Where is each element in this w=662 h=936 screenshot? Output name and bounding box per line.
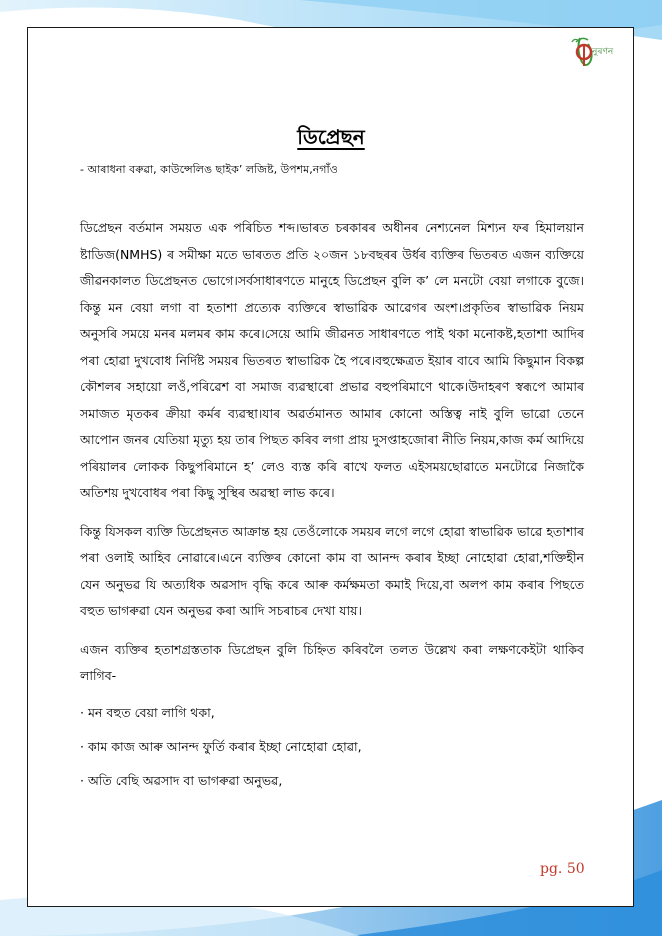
list-item: · অতি বেছি অৱসাদ বা ভাগৰুৱা অনুভৱ,: [80, 772, 283, 788]
paragraph: ডিপ্ৰেছন বৰ্তমান সময়ত এক পৰিচিত শব্দ।ভাৰত চৰকাৰৰ অধীনৰ নেশ্যনেল মিশ্যন ফৰ হিমালয়ান ষ্টাডিজ(NMHS) ৰ সমীক্ষা মতে ভাৰতত প্ৰতি ২০জন ১৮বছৰৰ উৰ্ধৰ ব্যক্তিৰ ভিতৰত এজন ব্যক্তিয়ে জীৱনকালত ডিপ্ৰেছনত ভোগে।সৰ্বসাধাৰণতে মানুহে ডিপ্ৰেছন বুলি ক’ লে মনটো বেয়া লগাকে বুজে।কিন্তু মন বেয়া লগা বা হতাশা প্ৰত্যেক ব্যক্তিৰে স্বাভাৱিক আৱেগৰ অংশ।প্ৰকৃতিৰ স্বাভাৱিক নিয়ম অনুসৰি সময়ে মনৰ মলমৰ কাম কৰে।সেয়ে আমি জীৱনত সাধাৰণতে পাই থকা মনোকষ্ট,হতাশা আদিৰ পৰা হোৱা দুখবোধ নিৰ্দিষ্ট সময়ৰ ভিতৰত স্বাভাৱিক হৈ পৰে।বহুক্ষেত্ৰত ইয়াৰ বাবে আমি কিছুমান বিকল্প কৌশলৰ সহায়ো লওঁ,পৰিৱেশ বা সমাজ ব্যৱস্থাৰো প্ৰভাৱ বহুপৰিমাণে থাকে।উদাহৰণ স্বৰূপে আমাৰ সমাজত মৃতকৰ ক্ৰীয়া কৰ্মৰ ব্যৱস্থা।যাৰ অৱৰ্তমানত আমাৰ কোনো অস্তিত্ব নাই বুলি ভাৱো তেনে আপোন জনৰ যেতিয়া মৃত্যু হয় তাৰ পিছত কৰিব লগা প্ৰায় দুসপ্তাহজোৰা নীতি নিয়ম,কাজ কৰ্ম আদিয়ে পৰিয়ালৰ লোকক কিছুপৰিমানে হ’ লেও ব্যস্ত কৰি ৰাখে ফলত এইসময়ছোৱাতে মনটোৱে নিজাকৈ অতিশয় দুখবোধৰ পৰা কিছু সুস্থিৰ অৱস্থা লাভ কৰে।: [80, 220, 584, 500]
page-number: pg. 50: [540, 861, 585, 877]
list-item: · কাম কাজ আৰু আনন্দ ফুৰ্তি কৰাৰ ইচ্ছা নোহোৱা হোৱা,: [80, 738, 362, 754]
article-title: ডিপ্ৰেছন: [297, 125, 365, 149]
symptom-list: [80, 700, 584, 794]
list-item: · মন বহুত বেয়া লাগি থকা,: [80, 704, 215, 720]
logo-text: নুৰণন: [592, 47, 614, 57]
article-body: [80, 215, 584, 794]
paragraph: এজন ব্যক্তিৰ হতাশগ্ৰস্ততাক ডিপ্ৰেছন বুলি চিহ্নিত কৰিবলৈ তলত উল্লেখ কৰা লক্ষণকেইটা থাকিব লাগিব-: [80, 641, 584, 683]
paragraph: কিন্তু যিসকল ব্যক্তি ডিপ্ৰেছনত আক্ৰান্ত হয় তেওঁলোকে সময়ৰ লগে লগে হোৱা স্বাভাৱিক ভাৱে হতাশাৰ পৰা ওলাই আহিব নোৱাৰে।এনে ব্যক্তিৰ কোনো কাম বা আনন্দ কৰাৰ ইচ্ছা নোহোৱা হোৱা,শক্তিহীন যেন অনুভৱ যি অত্যধিক অৱসাদ বৃদ্ধি কৰে আৰু কৰ্মক্ষমতা কমাই দিয়ে,বা অলপ কাম কৰাৰ পিছতে বহুত ভাগৰুৱা যেন অনুভৱ কৰা আদি সচৰাচৰ দেখা যায়।: [80, 523, 584, 618]
article-title-wrap: [0, 123, 662, 156]
article-byline: - আৰাধনা বৰুৱা, কাউন্সেলিঙ ছাইক’ লজিষ্ট, উপশম,নগাঁও: [80, 163, 338, 176]
